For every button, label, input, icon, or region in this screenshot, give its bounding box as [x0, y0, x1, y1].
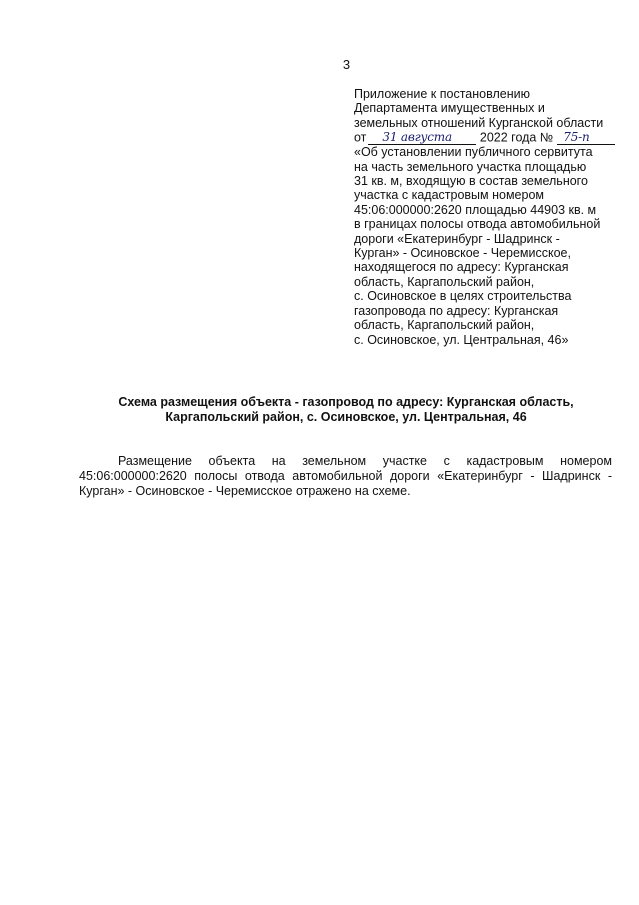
appendix-header [354, 87, 639, 347]
date-prefix: от [354, 130, 367, 145]
resolution-line: дороги «Екатеринбург - Шадринск - [354, 231, 560, 246]
scheme-title-line: Схема размещения объекта - газопровод по адресу: Курганская область, [118, 395, 574, 409]
resolution-line: участка с кадастровым номером [354, 188, 544, 203]
resolution-line: на часть земельного участка площадью [354, 159, 587, 174]
resolution-line: область, Каргапольский район, [354, 318, 535, 333]
resolution-line: в границах полосы отвода автомобильной [354, 217, 601, 232]
appendix-line: земельных отношений Курганской области [354, 115, 604, 130]
resolution-line: Курган» - Осиновское - Черемисское, [354, 246, 571, 261]
page-number: 3 [342, 57, 351, 72]
appendix-line: Приложение к постановлению [354, 87, 530, 101]
resolution-line: «Об установлении публичного сервитута [354, 145, 593, 160]
resolution-line: 31 кв. м, входящую в состав земельного [354, 174, 588, 189]
resolution-line: находящегося по адресу: Курганская [354, 260, 569, 275]
year-text: 2022 года № [479, 130, 554, 145]
date-blank [368, 130, 476, 145]
resolution-line: 45:06:000000:2620 площадью 44903 кв. м [354, 202, 597, 217]
body-paragraph: Размещение объекта на земельном участке с кадастровым номером 45:06:000000:2620 полосы отвода автомобильной дороги «Екатеринбург - Шадринск - Курган» - Осиновское - Черемисское отражено на схеме. [79, 454, 612, 498]
resolution-line: газопровода по адресу: Курганская [354, 303, 559, 318]
resolution-title [354, 145, 639, 347]
date-number-line [354, 130, 639, 145]
number-blank [557, 130, 615, 145]
resolution-line: с. Осиновское в целях строительства [354, 289, 572, 304]
scheme-title-line: Каргапольский район, с. Осиновское, ул. Центральная, 46 [165, 410, 527, 424]
handwritten-number: 75-п [563, 129, 590, 144]
resolution-line: область, Каргапольский район, [354, 274, 535, 289]
appendix-line: Департамента имущественных и [354, 101, 545, 116]
handwritten-date: 31 августа [382, 129, 452, 144]
resolution-line: с. Осиновское, ул. Центральная, 46» [354, 332, 569, 347]
scheme-title [70, 395, 622, 425]
